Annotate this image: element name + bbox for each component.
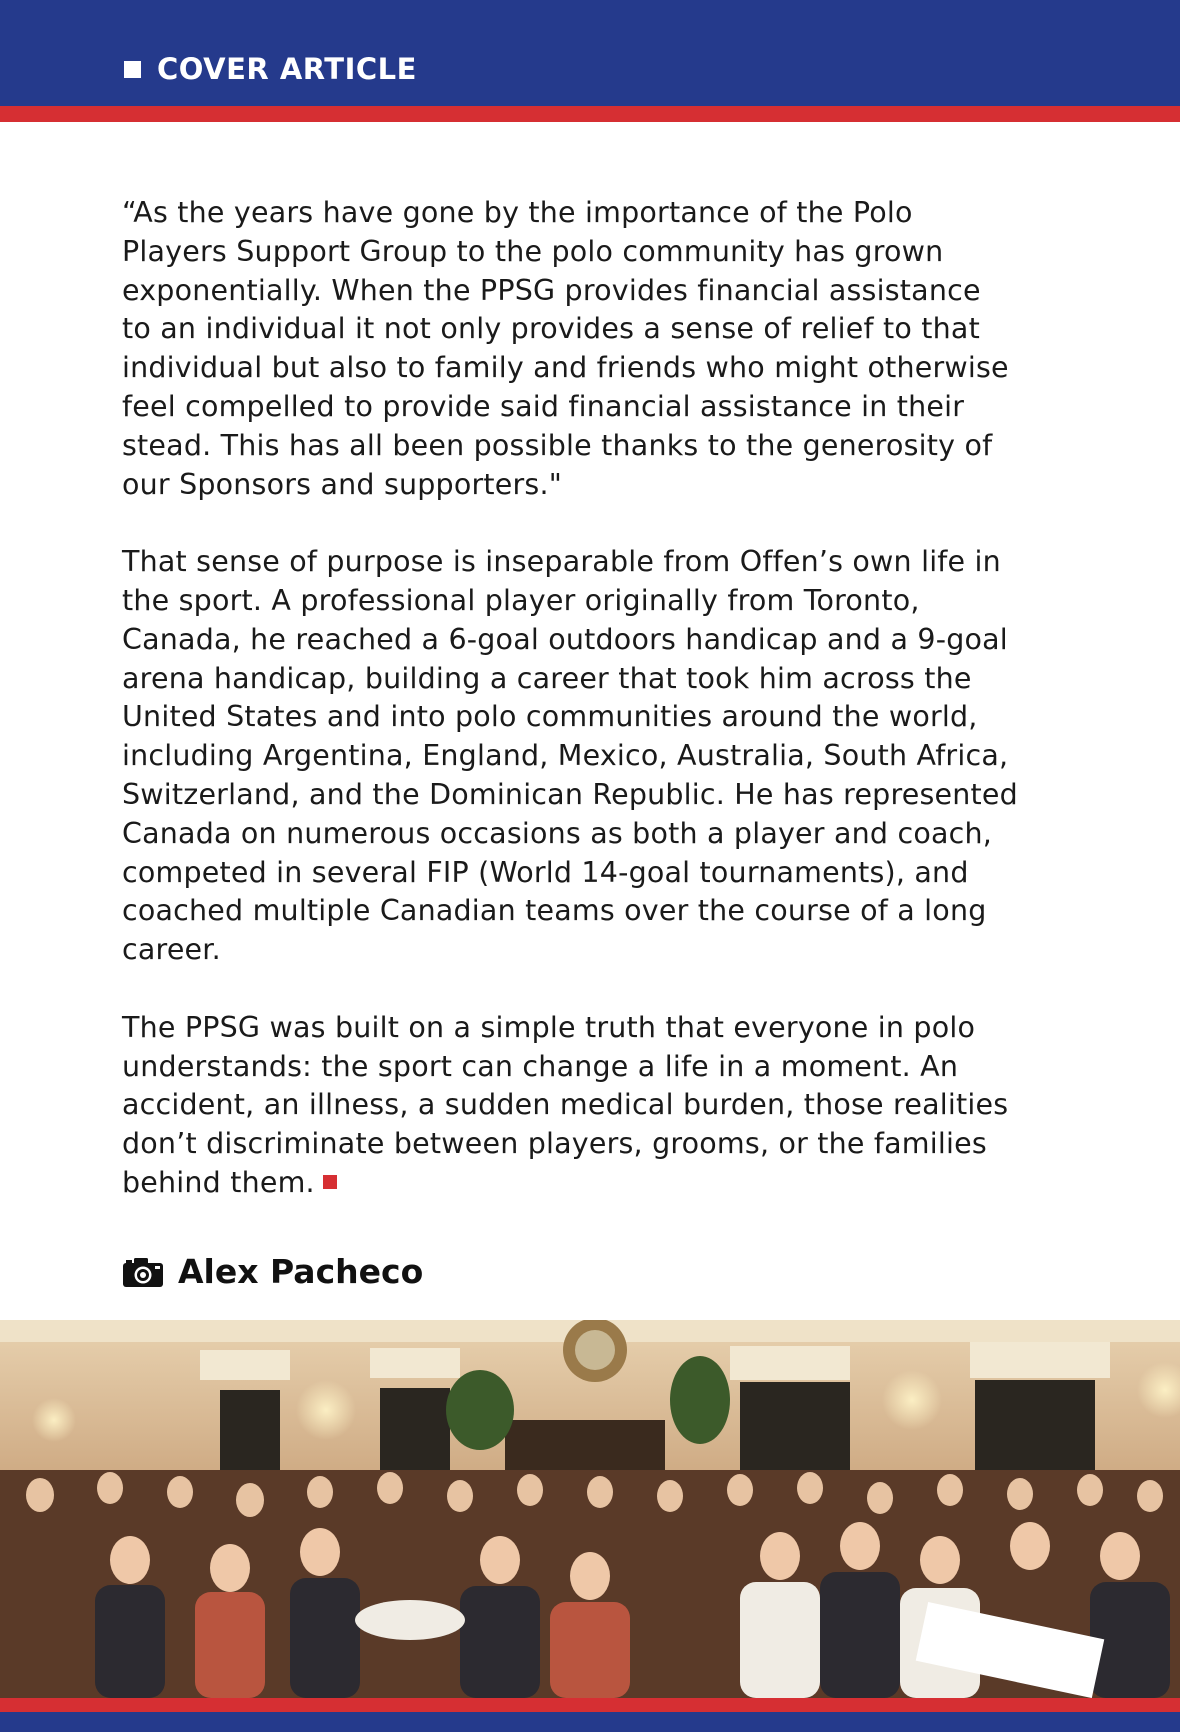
section-label xyxy=(124,52,417,86)
footer-accent-stripe xyxy=(0,1698,1180,1712)
paragraph-line: Switzerland, and the Dominican Republic. He has represented xyxy=(122,777,1018,811)
photo-credit xyxy=(122,1252,423,1291)
paragraph-line: exponentially. When the PPSG provides financial assistance xyxy=(122,273,981,307)
paragraph-line: individual but also to family and friends who might otherwise xyxy=(122,351,1009,385)
article-paragraph xyxy=(122,543,1072,970)
paragraph-line: The PPSG was built on a simple truth that everyone in polo xyxy=(122,1010,976,1044)
article-paragraph xyxy=(122,1009,1072,1203)
paragraph-line: understands: the sport can change a life in a moment. An xyxy=(122,1049,959,1083)
paragraph-line-last xyxy=(122,1164,1072,1203)
paragraph-line: arena handicap, building a career that took him across the xyxy=(122,661,972,695)
paragraph-line: competed in several FIP (World 14-goal tournaments), and xyxy=(122,855,969,889)
section-square-icon xyxy=(124,61,141,78)
paragraph-line: United States and into polo communities around the world, xyxy=(122,700,978,734)
paragraph-line-text: behind them. xyxy=(122,1165,315,1199)
paragraph-line: Canada, he reached a 6-goal outdoors handicap and a 9-goal xyxy=(122,622,1008,656)
footer-bar xyxy=(0,1712,1180,1732)
paragraph-line: stead. This has all been possible thanks to the generosity of xyxy=(122,428,993,462)
paragraph-line: don’t discriminate between players, grooms, or the families xyxy=(122,1127,987,1161)
paragraph-line: accident, an illness, a sudden medical burden, those realities xyxy=(122,1088,1009,1122)
article-body xyxy=(122,194,1072,1242)
paragraph-line: coached multiple Canadian teams over the course of a long xyxy=(122,894,987,928)
paragraph-line: Players Support Group to the polo community has grown xyxy=(122,234,944,268)
photo-credit-name: Alex Pacheco xyxy=(178,1252,424,1291)
paragraph-line: to an individual it not only provides a sense of relief to that xyxy=(122,312,980,346)
photo-gala-dinner xyxy=(0,1320,1180,1698)
article-paragraph xyxy=(122,194,1072,504)
section-label-text: COVER ARTICLE xyxy=(157,52,417,86)
paragraph-line: our Sponsors and supporters." xyxy=(122,467,563,501)
paragraph-line: including Argentina, England, Mexico, Australia, South Africa, xyxy=(122,739,1009,773)
header-accent-stripe xyxy=(0,106,1180,122)
paragraph-line: the sport. A professional player originally from Toronto, xyxy=(122,583,920,617)
paragraph-line: career. xyxy=(122,933,221,967)
paragraph-line: That sense of purpose is inseparable from Offen’s own life in xyxy=(122,545,1001,579)
paragraph-line: “As the years have gone by the importance of the Polo xyxy=(122,196,913,229)
end-of-article-square-icon xyxy=(323,1175,337,1189)
camera-icon xyxy=(122,1256,164,1288)
paragraph-line: Canada on numerous occasions as both a player and coach, xyxy=(122,816,993,850)
paragraph-line: feel compelled to provide said financial assistance in their xyxy=(122,389,965,423)
